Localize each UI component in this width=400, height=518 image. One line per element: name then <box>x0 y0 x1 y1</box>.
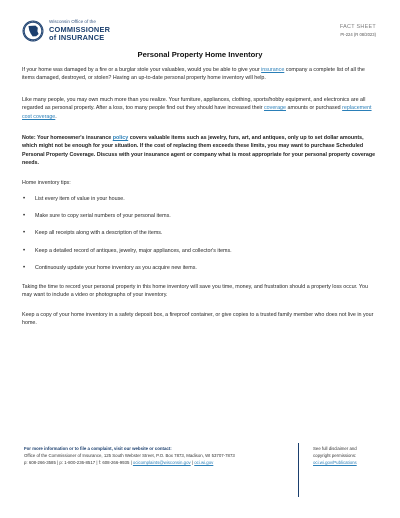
tip-text: Make sure to copy serial numbers of your personal items. <box>35 213 171 220</box>
copy-paragraph: Keep a copy of your home inventory in a safety deposit box, a fireproof container, or give copies to a trusted family member who does not live in your home. <box>22 311 374 327</box>
list-item <box>22 195 379 212</box>
disclaimer-block <box>313 445 383 466</box>
contact-block <box>24 445 292 466</box>
contact-line <box>24 459 292 466</box>
bullet-icon: • <box>23 247 26 254</box>
intro-paragraph <box>22 66 379 96</box>
contact-heading: For more information or to file a complaint, visit our website or contact: <box>24 446 172 451</box>
document-body <box>22 66 379 331</box>
logo-wordmark <box>49 20 110 41</box>
website-link[interactable]: oci.wi.gov <box>194 460 214 465</box>
list-item <box>22 264 379 281</box>
publications-link[interactable]: oci.wi.gov/Publications <box>313 460 357 465</box>
tips-list <box>22 195 379 281</box>
intro-text-end: company a complete list of all the items damaged, destroyed, or stolen? Having an up-to-date personal property home inventory will help. <box>22 67 365 82</box>
replacement-cost-coverage-link[interactable]: replacement cost coverage <box>22 105 372 120</box>
intro-text: If your home was damaged by a fire or a burglar stole your valuables, would you be able to give your <box>22 67 262 73</box>
fact-sheet-label <box>340 24 376 38</box>
logo-line-1: COMMISSIONER <box>49 24 111 34</box>
coverage-link[interactable]: coverage <box>264 105 286 112</box>
bullet-icon: • <box>23 230 26 237</box>
note-text-end: covers valuable items such as jewelry, furs, art, and antiques, only up to set dollar amounts, which might not be enough for your situation. If the cost of replacing them exceeds these limits, you may want to purchase Scheduled Personal Property Coverage. Discuss with your insurance agent or company what is most appropriate for your personal property coverage needs. <box>22 135 376 167</box>
tip-text: Keep all receipts along with a description of the items. <box>35 230 163 237</box>
office-address: Office of the Commissioner of Insurance, 125 South Webster Street, P.O. Box 7873, Madison, WI 53707-7873 <box>24 453 235 458</box>
property-text: Like many people, you may own much more than you realize. Your furniture, appliances, clothing, sports/hobby equipment, and electronics are all regarded as personal property. After a loss, too many people find out they should have increased their <box>22 97 366 112</box>
note-text: Note: Your homeowner's insurance <box>22 135 113 141</box>
list-item <box>22 229 379 246</box>
tip-text: Continuously update your home inventory as you acquire new items. <box>35 264 197 271</box>
property-text-mid: amounts or purchased <box>285 105 343 112</box>
footer-divider <box>298 443 299 497</box>
tip-text: Keep a detailed record of antiques, jewelry, major appliances, and collector's items. <box>35 247 232 254</box>
disclaimer-line-2: copyright permissions: <box>313 453 357 458</box>
note-paragraph <box>22 134 379 179</box>
logo-line-2: of INSURANCE <box>49 33 105 43</box>
disclaimer-line-1: See full disclaimer and <box>313 446 357 451</box>
property-text-end: . <box>55 113 57 120</box>
wisconsin-seal-icon <box>22 20 44 42</box>
oci-logo <box>22 18 172 44</box>
tip-text: List every item of value in your house. <box>35 196 125 202</box>
page-title: Personal Property Home Inventory <box>137 50 263 59</box>
fact-sheet-title: FACT SHEET <box>339 24 376 30</box>
bullet-icon: • <box>23 264 26 271</box>
phone-numbers: p: 608-266-3585 | p: 1-800-236-8517 | f: 608-266-9935 | <box>24 460 133 465</box>
bullet-icon: • <box>23 213 26 220</box>
list-item <box>22 247 379 264</box>
tips-heading: Home inventory tips: <box>22 180 71 186</box>
logo-subtitle: Wisconsin Office of the <box>49 19 96 25</box>
page-footer <box>24 441 380 499</box>
separator: | <box>190 460 195 465</box>
form-code: PI-224 (R 08/2023) <box>340 32 376 38</box>
email-link[interactable]: ocicomplaints@wisconsin.gov <box>132 460 191 465</box>
bullet-icon: • <box>23 196 26 202</box>
policy-link[interactable]: policy <box>112 135 129 141</box>
property-paragraph <box>22 96 379 134</box>
list-item <box>22 212 379 229</box>
time-paragraph: Taking the time to record your personal property in this home inventory will save you time, money, and frustration should a property loss occur. You may want to include a video or photographs of your inventory. <box>22 283 368 299</box>
insurance-link[interactable]: insurance <box>261 67 285 73</box>
